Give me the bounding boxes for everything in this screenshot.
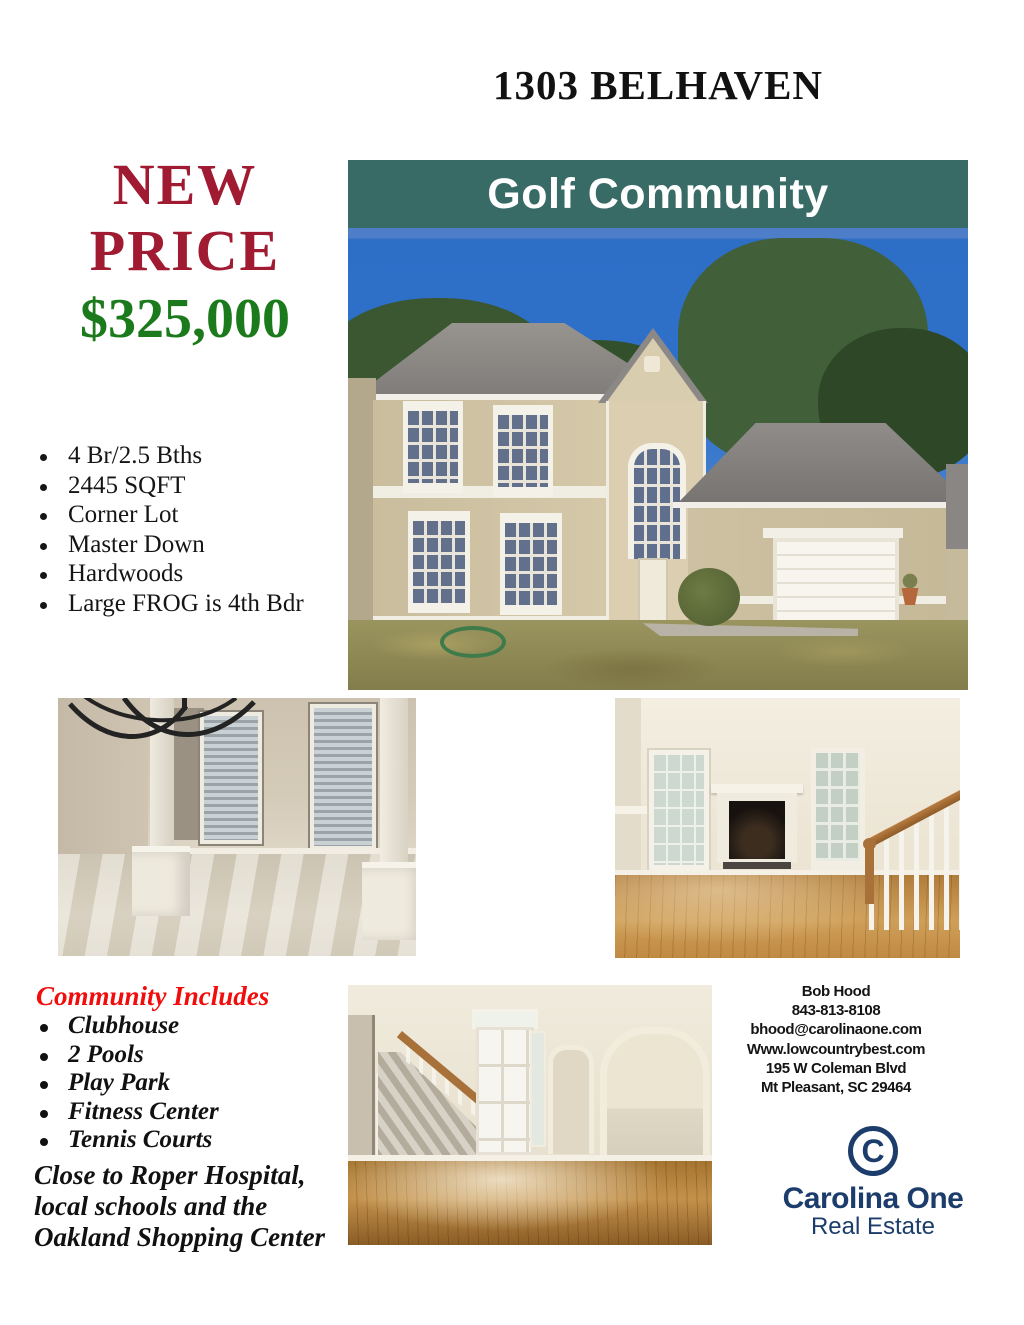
community-heading: Community Includes [36, 981, 270, 1011]
house-side-wall [348, 378, 376, 625]
column [380, 698, 408, 866]
window [403, 406, 463, 488]
arched-opening [548, 1045, 594, 1154]
community-item: Clubhouse [40, 1012, 219, 1041]
price-amount: $325,000 [80, 288, 290, 350]
front-door [638, 558, 668, 624]
neighbor-house [946, 464, 968, 619]
brand-tagline: Real Estate [810, 1213, 936, 1240]
wall-ledge [615, 806, 647, 814]
carolina-one-logo-icon [848, 1126, 898, 1176]
closet-door [348, 1015, 375, 1170]
transom-window [472, 1009, 538, 1029]
feature-item: Hardwoods [38, 559, 304, 589]
glass-door [649, 750, 709, 870]
hardwood-floor [348, 1161, 712, 1245]
fireplace-mantel [711, 784, 803, 793]
garage-trim [763, 528, 903, 538]
location-note-line: local schools and the [34, 1191, 268, 1221]
feature-item: 2445 SQFT [38, 471, 304, 501]
window [811, 748, 865, 866]
room-side-wall [615, 698, 641, 878]
new-price-label-line1: NEW [112, 152, 258, 217]
chandelier [64, 698, 264, 746]
agent-address-street: 195 W Coleman Blvd [765, 1059, 907, 1077]
shrub [678, 568, 740, 626]
photo-family-room-fireplace [615, 698, 960, 958]
agent-website: Www.lowcountrybest.com [746, 1040, 926, 1058]
agent-address-city: Mt Pleasant, SC 29464 [760, 1079, 911, 1097]
brand-name: Carolina One [782, 1182, 964, 1215]
window [408, 516, 470, 608]
potted-plant [901, 572, 919, 590]
banner-label: Golf Community [487, 170, 829, 218]
feature-item: Corner Lot [38, 500, 304, 530]
newel-cap [863, 838, 876, 850]
community-item: Play Park [40, 1069, 219, 1098]
price-block [20, 152, 350, 354]
community-item: 2 Pools [40, 1041, 219, 1070]
agent-phone: 843-813-8108 [791, 1002, 881, 1020]
fireplace-firebox [729, 801, 785, 859]
agent-name: Bob Hood [801, 983, 871, 1000]
feature-item: Large FROG is 4th Bdr [38, 589, 304, 619]
feature-item: 4 Br/2.5 Bths [38, 441, 304, 471]
window [500, 518, 562, 610]
garage-door [773, 538, 899, 628]
feature-item: Master Down [38, 530, 304, 560]
column-pedestal [132, 846, 190, 916]
agent-email: bhood@carolinaone.com [750, 1021, 922, 1039]
community-item: Tennis Courts [40, 1126, 219, 1155]
arched-window [628, 443, 686, 559]
garden-hose [440, 626, 506, 658]
arched-opening [600, 1027, 710, 1158]
window-blinds [310, 704, 376, 850]
logo-monogram: C [861, 1133, 885, 1169]
newel-post [865, 846, 874, 904]
features-list [38, 441, 304, 618]
column-pedestal [362, 862, 416, 940]
photo-living-room [58, 698, 416, 956]
location-note-line: Close to Roper Hospital, [34, 1160, 306, 1190]
agent-contact-card [726, 982, 946, 1097]
community-list [40, 1012, 219, 1155]
new-price-label-line2: PRICE [89, 218, 281, 283]
photo-foyer-stairs [348, 985, 712, 1245]
fireplace-hearth [723, 862, 791, 869]
location-note [34, 1160, 364, 1253]
page-title: 1303 BELHAVEN [492, 62, 824, 108]
door-sidelight [530, 1031, 546, 1147]
community-item: Fitness Center [40, 1098, 219, 1127]
photo-exterior-front [348, 228, 968, 690]
golf-community-banner [348, 160, 968, 228]
location-note-line: Oakland Shopping Center [34, 1222, 326, 1252]
gable-vent [644, 356, 660, 372]
front-door [476, 1027, 534, 1155]
window [493, 410, 553, 492]
